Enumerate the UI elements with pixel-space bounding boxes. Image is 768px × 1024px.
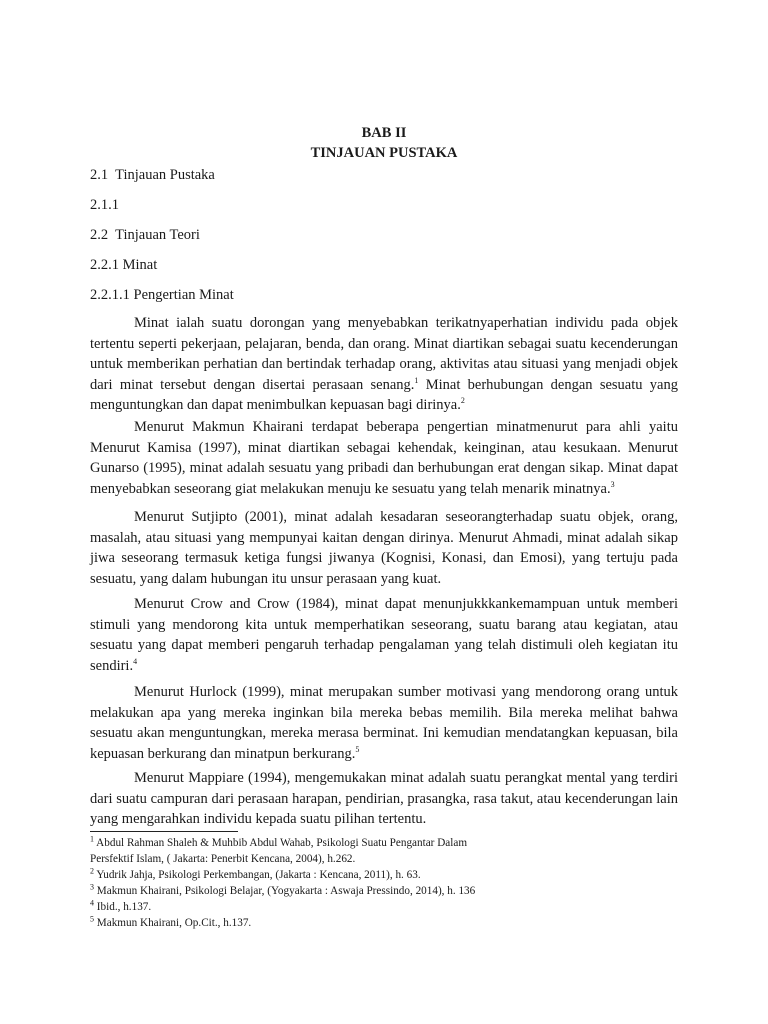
paragraph-2: Menurut Makmun Khairani terdapat beberapa pengertian minatmenurut para ahli yaitu Menurut Kamisa (1997), minat diartikan sebagai kehendak, keinginan, atau kesukaan. Menurut Gunarso (1995), minat adalah sesuatu yang pribadi dan berhubungan erat dengan sikap. Minat dapat menyebabkan seseorang giat melakukan menuju ke sesuatu yang telah menarik minatnya.$^3$ (90, 419, 678, 497)
paragraph-5: Menurut Hurlock (1999), minat merupakan sumber motivasi yang mendorong orang untuk melakukan apa yang mereka inginkan bila mereka bebas memilih. Bila mereka melihat bahwa sesuatu akan menguntungkan, mereka merasa berminat. Ini kemudian mendatangkan kepuasan, bila kepuasan berkurang dan minatpun berkurang.$^5$ (90, 684, 678, 762)
footnote-2: $^2$ Yudrik Jahja, Psikologi Perkembangan, (Jakarta : Kencana, 2011), h. 63. (90, 866, 421, 881)
paragraph-4: Menurut Crow and Crow (1984), minat dapat menunjukkkankemampuan untuk memberi stimuli yang mendorong kita untuk memperhatikan seseorang, suatu barang atau kegiatan, atau sesuatu yang dapat memberi pengaruh terhadap pengalaman yang telah distimuli oleh kegiatan itu sendiri.$^4$ (90, 596, 678, 674)
section-heading-2-2-1-1: 2.2.1.1 Pengertian Minat (90, 287, 234, 303)
section-heading-2-2-1: 2.2.1 Minat (90, 257, 158, 273)
footnote-1: $^1$ Abdul Rahman Shaleh & Muhbib Abdul Wahab, Psikologi Suatu Pengantar Dalam (90, 834, 468, 849)
section-heading-2-1-1: 2.1.1 (90, 197, 119, 213)
footnote-1-continued: Persfektif Islam, ( Jakarta: Penerbit Kencana, 2004), h.262. (90, 853, 356, 865)
footnote-ref-4: 4 (133, 656, 138, 666)
footnote-3: $^3$ Makmun Khairani, Psikologi Belajar, (Yogyakarta : Aswaja Pressindo, 2014), h. 136 (90, 882, 476, 897)
footnote-ref-3: 3 (610, 479, 615, 489)
paragraph-6: Menurut Mappiare (1994), mengemukakan minat adalah suatu perangkat mental yang terdiri dari suatu campuran dari perasaan harapan, pendirian, prasangka, rasa takut, atau kecenderungan lain yang mengarahkan individu kepada suatu pilihan tertentu. (90, 770, 678, 828)
paragraph-3: Menurut Sutjipto (2001), minat adalah kesadaran seseorangterhadap suatu objek, orang, masalah, atau situasi yang mempunyai kaitan dengan dirinya. Menurut Ahmadi, minat adalah sikap jiwa seseorang termasuk ketiga fungsi jiwanya (Kognisi, Konasi, dan Emosi), yang tertuju pada sesuatu, yang dalam hubungan itu unsur perasaan yang kuat. (90, 509, 678, 587)
footnote-ref-2: 2 (460, 396, 465, 406)
section-heading-2-1: 2.1 Tinjauan Pustaka (90, 167, 215, 183)
footnote-5: $^5$ Makmun Khairani, Op.Cit., h.137. (90, 914, 252, 929)
footnote-ref-1: 1 (414, 375, 419, 385)
paragraph-1: Minat ialah suatu dorongan yang menyebabkan terikatnyaperhatian individu pada objek tertentu seperti pekerjaan, pelajaran, benda, dan orang. Minat diartikan sebagai suatu kecenderungan untuk memberikan perhatian dan bertindak terhadap orang, aktivitas atau situasi yang menjadi objek dari minat tersebut dengan disertai perasaan senang.$^1$ Minat berhubungan dengan sesuatu yang menguntungkan dan dapat menimbulkan kepuasan bagi dirinya.$^2$ (90, 315, 678, 414)
chapter-number: BAB II (361, 125, 407, 141)
section-heading-2-2: 2.2 Tinjauan Teori (90, 227, 200, 243)
chapter-title: TINJAUAN PUSTAKA (310, 145, 458, 161)
footnote-separator (90, 831, 238, 832)
footnote-4: $^4$ Ibid., h.137. (90, 898, 152, 913)
footnote-ref-5: 5 (355, 744, 360, 754)
